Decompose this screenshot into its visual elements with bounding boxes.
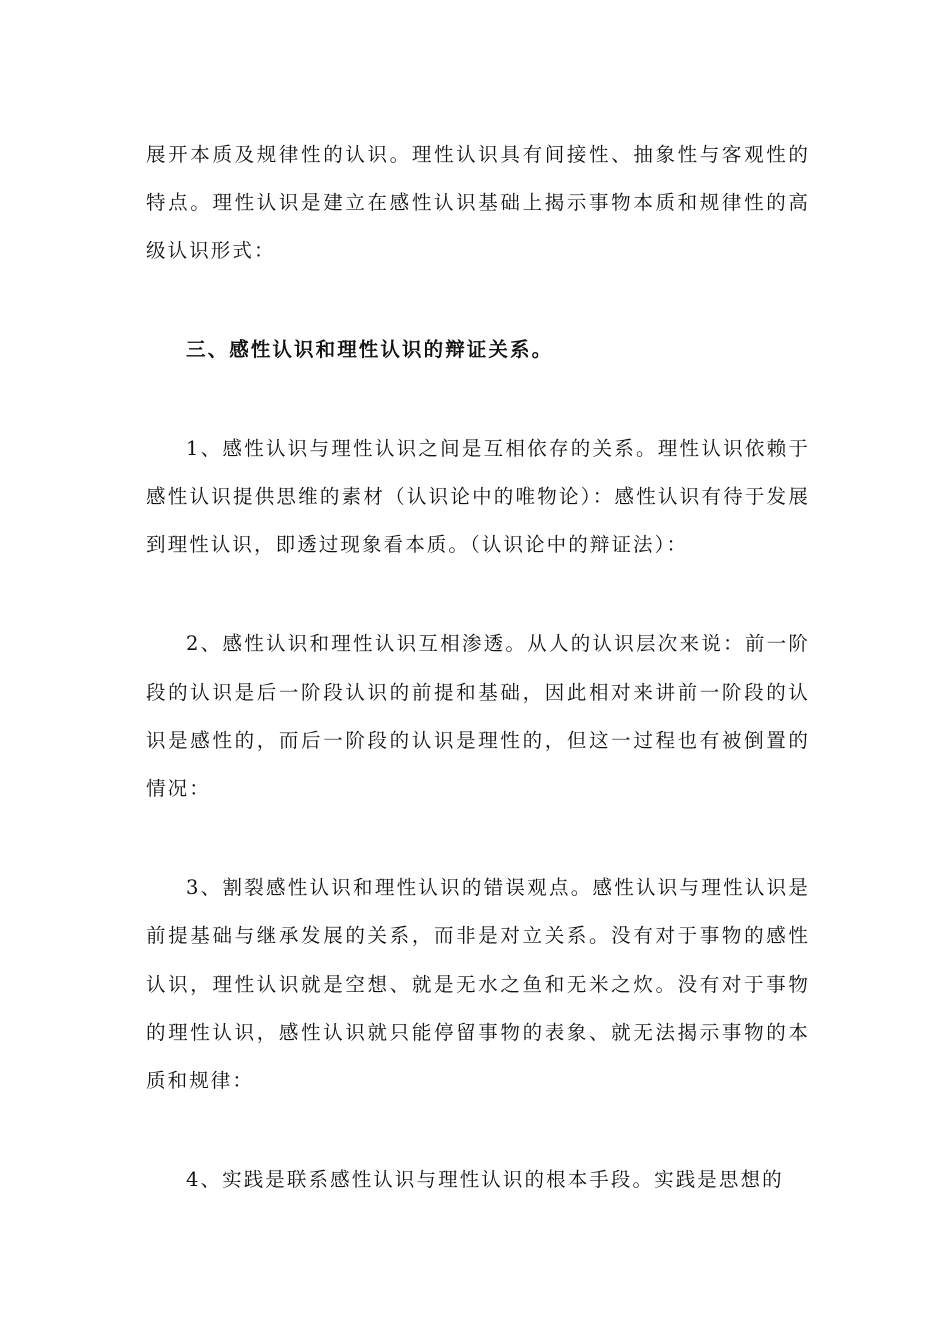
document-body: [146, 131, 810, 1204]
paragraph-2: 2、感性认识和理性认识互相渗透。从人的认识层次来说：前一阶段的认识是后一阶段认识的前提和基础，因此相对来讲前一阶段的认识是感性的，而后一阶段的认识是理性的，但这一过程也有被倒置的情况：: [146, 632, 810, 801]
paragraph-3: 3、割裂感性认识和理性认识的错误观点。感性认识与理性认识是前提基础与继承发展的关系，而非是对立关系。没有对于事物的感性认识，理性认识就是空想、就是无水之鱼和无米之炊。没有对于事物的理性认识，感性认识就只能停留事物的表象、就无法揭示事物的本质和规律：: [146, 876, 810, 1093]
paragraph-1: 1、感性认识与理性认识之间是互相依存的关系。理性认识依赖于感性认识提供思维的素材（认识论中的唯物论）：感性认识有待于发展到理性认识，即透过现象看本质。（认识论中的辩证法）：: [146, 436, 810, 557]
paragraph-4: 4、实践是联系感性认识与理性认识的根本手段。实践是思想的: [186, 1168, 784, 1192]
section-heading: 三、感性认识和理性认识的辩证关系。: [186, 337, 554, 361]
continuation-paragraph: 展开本质及规律性的认识。理性认识具有间接性、抽象性与客观性的特点。理性认识是建立在感性认识基础上揭示事物本质和规律性的高级认识形式：: [146, 143, 810, 263]
